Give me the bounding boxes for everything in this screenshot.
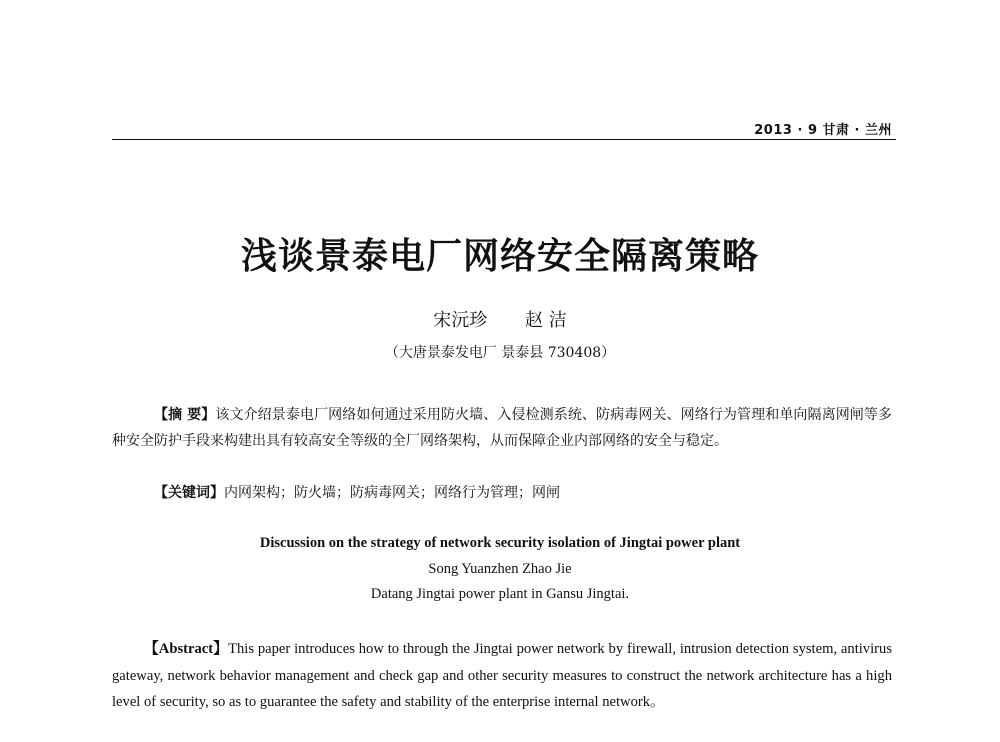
keywords-zh-text: 内网架构；防火墙；防病毒网关；网络行为管理；网闸 <box>224 485 560 501</box>
keywords-zh <box>112 480 892 506</box>
affiliation: （大唐景泰发电厂 景泰县 730408） <box>384 345 616 361</box>
abstract-en-text: This paper introduces how to through the Jingtai power network by firewall, intrusion detection system, antivirus gateway, network behavior management and check gap and other security measures to construct the network architecture has a high level of security, so as to guarantee the safety and stability of the enterprise internal network。 <box>112 641 892 710</box>
english-title: Discussion on the strategy of network security isolation of Jingtai power plant <box>259 535 741 551</box>
author-1: 宋沅珍 <box>433 310 488 331</box>
authors <box>0 306 1000 332</box>
author-2: 赵 洁 <box>525 310 567 331</box>
abstract-en <box>112 636 892 716</box>
header-date-location: 2013 · 9 甘肃 · 兰州 <box>754 123 892 138</box>
abstract-zh <box>112 402 892 454</box>
abstract-zh-label: 【摘 要】 <box>154 407 216 423</box>
header-rule <box>112 139 896 140</box>
abstract-zh-text: 该文介绍景泰电厂网络如何通过采用防火墙、入侵检测系统、防病毒网关、网络行为管理和单向隔离网闸等多种安全防护手段来构建出具有较高安全等级的全厂网络架构，从而保障企业内部网络的安全与稳定。 <box>112 407 893 449</box>
english-affiliation: Datang Jingtai power plant in Gansu Jingtai. <box>370 586 630 602</box>
keywords-zh-label: 【关键词】 <box>154 485 224 501</box>
english-authors: Song Yuanzhen Zhao Jie <box>428 561 572 577</box>
paper-title: 浅谈景泰电厂网络安全隔离策略 <box>240 235 759 277</box>
abstract-en-label: 【Abstract】 <box>144 641 229 657</box>
